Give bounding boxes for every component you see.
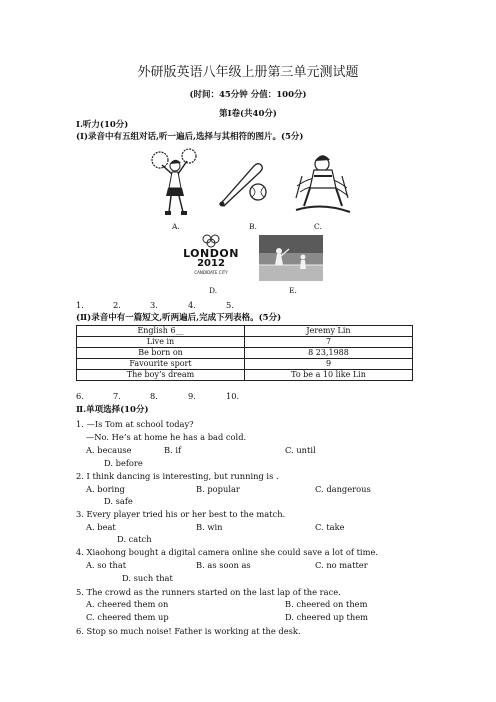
table-cell: Jeremy Lin — [245, 326, 413, 337]
q3-option-c: C. take — [315, 522, 345, 532]
q1-option-a: A. because — [86, 445, 132, 455]
q3-option-a: A. beat — [86, 522, 116, 532]
table-cell: 7 — [245, 337, 413, 348]
question-3: 3. Every player tried his or her best to the match. — [76, 509, 286, 519]
q5-option-b: B. cheered on them — [285, 599, 368, 609]
q4-option-d: D. such that — [122, 573, 173, 583]
table-row — [77, 348, 413, 359]
answer-num-3: 3. — [150, 300, 158, 310]
q2-option-c: C. dangerous — [315, 484, 371, 494]
question-1-line2: —No. He’s at home he has a bad cold. — [86, 432, 247, 442]
logo-text-london: LONDON — [183, 247, 239, 260]
answer-num-9: 9. — [188, 391, 196, 401]
question-4: 4. Xiaohong bought a digital camera online she could save a lot of time. — [76, 547, 378, 557]
listening-table — [76, 325, 413, 381]
cheerleader-icon — [150, 148, 200, 220]
table-row — [77, 337, 413, 348]
exam-time-score: (时间：45分钟 分值：100分) — [189, 90, 307, 100]
caption-e: E. — [289, 286, 297, 295]
q1-option-d: D. before — [104, 458, 143, 468]
table-cell: 9 — [245, 359, 413, 370]
table-row — [77, 359, 413, 370]
q4-option-c: C. no matter — [315, 560, 368, 570]
logo-text-year: 2012 — [197, 258, 225, 269]
question-2: 2. I think dancing is interesting, but running is . — [76, 471, 279, 481]
table-row — [77, 326, 413, 337]
page-title: 外研版英语八年级上册第三单元测试题 — [137, 65, 359, 80]
table-cell: The boy’s dream — [77, 370, 245, 381]
table-row — [77, 370, 413, 381]
table-cell: To be a 10 like Lin — [245, 370, 413, 381]
answer-num-10: 10. — [226, 391, 240, 401]
caption-a: A. — [172, 222, 180, 231]
table-cell: Favourite sport — [77, 359, 245, 370]
table-cell: Live in — [77, 337, 245, 348]
q5-option-c: C. cheered them up — [86, 612, 169, 622]
answer-num-5: 5. — [226, 300, 234, 310]
q1-option-b: B. if — [164, 445, 182, 455]
listening-heading: Ⅰ.听力(10分) — [76, 120, 129, 130]
q1-option-c: C. until — [285, 445, 316, 455]
caption-c: C. — [314, 222, 322, 231]
table-cell: English 6__ — [77, 326, 245, 337]
table-cell: Be born on — [77, 348, 245, 359]
q2-option-a: A. boring — [86, 484, 125, 494]
logo-text-candidate: CANDIDATE CITY — [194, 270, 228, 275]
london-2012-logo — [177, 233, 245, 283]
q3-option-b: B. win — [196, 522, 223, 532]
skier-icon — [292, 148, 352, 218]
q4-option-a: A. so that — [86, 560, 127, 570]
question-6: 6. Stop so much noise! Father is working at the desk. — [76, 626, 301, 636]
answer-num-7: 7. — [113, 391, 121, 401]
listening-sub2: (Ⅱ)录音中有一篇短文,听两遍后,完成下列表格。(5分) — [76, 313, 282, 323]
caption-b: B. — [249, 222, 257, 231]
q5-option-a: A. cheered them on — [86, 599, 169, 609]
question-1: 1. —Is Tom at school today? — [76, 419, 194, 429]
q2-option-d: D. safe — [104, 496, 133, 506]
q4-option-b: B. as soon as — [196, 560, 251, 570]
tennis-photo — [259, 235, 323, 281]
table-cell: 8 23,1988 — [245, 348, 413, 359]
q2-option-b: B. popular — [196, 484, 240, 494]
answer-num-2: 2. — [113, 300, 121, 310]
answer-num-8: 8. — [150, 391, 158, 401]
question-5: 5. The crowd as the runners started on the last lap of the race. — [76, 587, 341, 597]
answer-num-1: 1. — [76, 300, 84, 310]
q3-option-d: D. catch — [117, 534, 152, 544]
choice-heading: Ⅱ.单项选择(10分) — [76, 405, 149, 415]
q5-option-d: D. cheered up them — [285, 612, 369, 622]
answer-num-6: 6. — [76, 391, 84, 401]
answer-num-4: 4. — [188, 300, 196, 310]
baseball-bat-icon — [214, 158, 272, 208]
part-heading: 第Ⅰ卷(共40分) — [219, 109, 277, 119]
caption-d: D. — [209, 286, 218, 295]
listening-sub1: (Ⅰ)录音中有五组对话,听一遍后,选择与其相符的图片。(5分) — [76, 132, 304, 142]
